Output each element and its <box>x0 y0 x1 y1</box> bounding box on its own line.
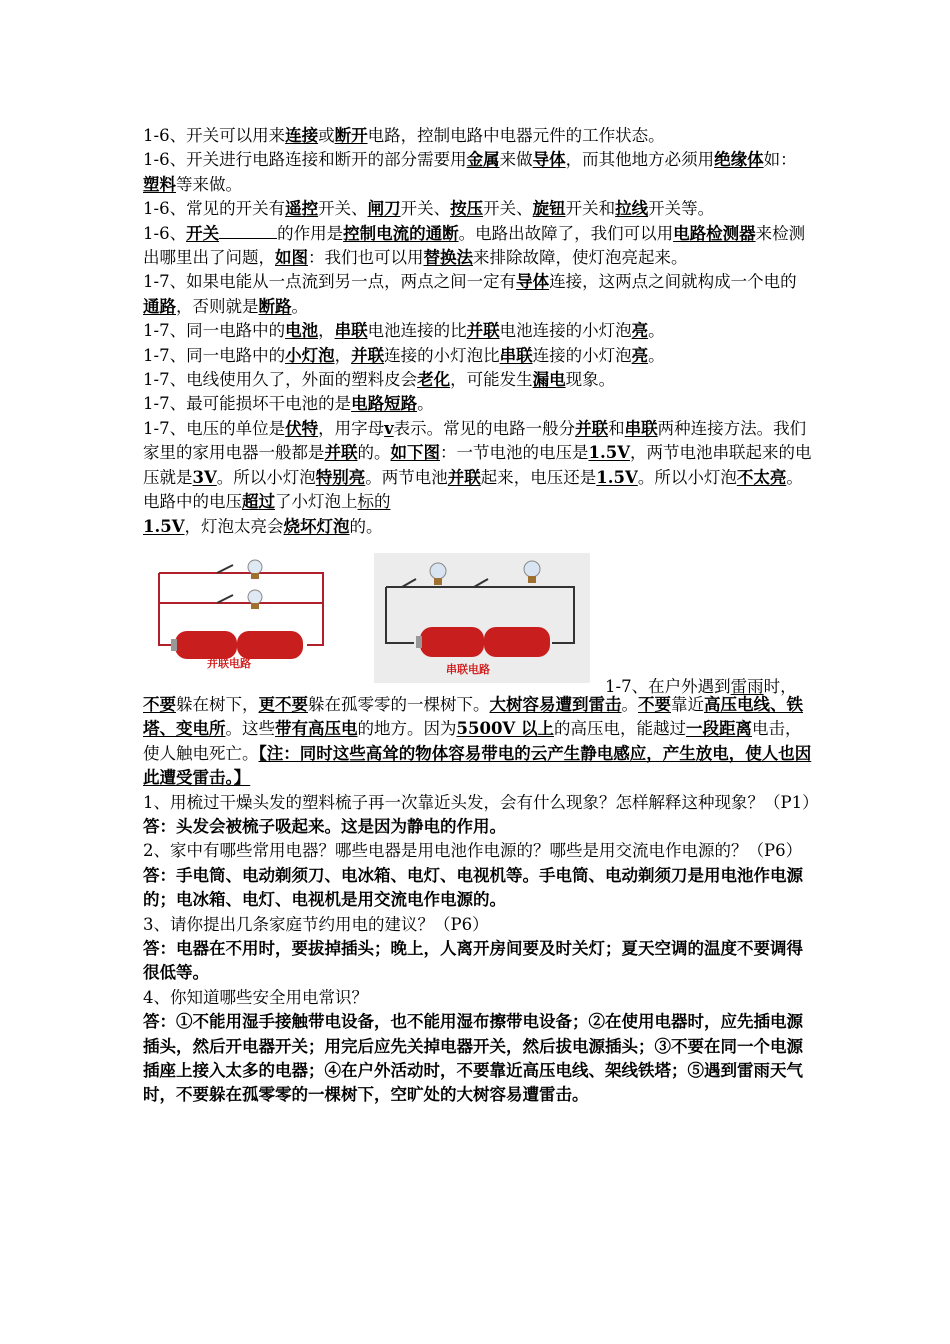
line-1-6d: 1-6、开关 的作用是控制电流的通断。电路出故障了，我们可以用电路检测器来检测出哪里出了问题，如图：我们也可以用替换法来排除故障，使灯泡亮起来。 <box>143 223 806 268</box>
series-circuit-image <box>374 553 590 683</box>
series-circuit-label: 串联电路 <box>446 662 490 676</box>
line-1-7b: 1-7、同一电路中的电池，串联电池连接的比并联电池连接的小灯泡亮。 <box>143 321 665 341</box>
line-1-6c: 1-6、常见的开关有遥控开关、闸刀开关、按压开关、旋钮开关和拉线开关等。 <box>143 199 715 219</box>
parallel-circuit-image <box>147 553 335 671</box>
question-1: 1、用梳过干燥头发的塑料梳子再一次靠近头发，会有什么现象？怎样解释这种现象？（P1） <box>143 792 819 812</box>
line-1-7c: 1-7、同一电路中的小灯泡，并联连接的小灯泡比串联连接的小灯泡亮。 <box>143 345 665 365</box>
question-3: 3、请你提出几条家庭节约用电的建议？（P6） <box>143 914 489 934</box>
line-1-6b: 1-6、开关进行电路连接和断开的部分需要用金属来做导体，而其他地方必须用绝缘体如：塑料等来做。 <box>143 150 797 194</box>
answer-4: 答：①不能用湿手接触带电设备，也不能用湿布擦带电设备；②在使用电器时，应先插电源插头，然后开电器开关；用完后应先关掉电器开关，然后拔电源插头；③不要在同一个电源插座上接入太多的电器；④在户外活动时，不要靠近高压电线、架线铁塔；⑤遇到雷雨天气时，不要躲在孤零零的一棵树下，空旷处的大树容易遭雷击。 <box>143 1012 803 1105</box>
question-4: 4、你知道哪些安全用电常识？ <box>143 987 368 1007</box>
line-1-7f: 1-7、电压的单位是伏特，用字母v表示。常见的电路一般分并联和串联两种连接方法。我们家里的家用电器一般都是并联的。如下图：一节电池的电压是1.5V，两节电池串联起来的电压就是3V。所以小灯泡特别亮。两节电池并联起来，电压还是1.5V。所以小灯泡不太亮。电路中的电压超过了小灯泡上标的 1.5V，灯泡太亮会烧坏灯泡的。 <box>143 418 812 536</box>
answer-1: 答：头发会被梳子吸起来。这是因为静电的作用。 <box>143 816 506 836</box>
line-1-7g: 不要躲在树下，更不要躲在孤零零的一棵树下。大树容易遭到雷击。不要靠近高压电线、铁塔、变电所。这些带有高压电的地方。因为5500V 以上的高压电，能越过一段距离电击，使人触电死亡。【注：同时这些高耸的物体容易带电的云产生静电感应，产生放电，使人也因此遭受雷击。】 <box>143 694 812 788</box>
blank-underline <box>219 224 277 239</box>
line-1-6a: 1-6、开关可以用来连接或断开电路，控制电路中电器元件的工作状态。 <box>143 126 665 145</box>
line-1-7g-start: 1-7、在户外遇到雷雨时， <box>605 676 797 696</box>
question-2: 2、家中有哪些常用电器？哪些电器是用电池作电源的？哪些是用交流电作电源的？（P6） <box>143 841 803 861</box>
parallel-circuit-label: 并联电路 <box>207 656 251 670</box>
document-page <box>143 124 819 1108</box>
line-1-7e: 1-7、最可能损坏干电池的是电路短路。 <box>143 394 434 414</box>
line-1-7d: 1-7、电线使用久了，外面的塑料皮会老化，可能发生漏电现象。 <box>143 370 616 390</box>
line-1-7a: 1-7、如果电能从一点流到另一点，两点之间一定有导体连接，这两点之间就构成一个电的通路，否则就是断路。 <box>143 272 797 316</box>
circuit-figures <box>143 553 813 696</box>
answer-3: 答：电器在不用时，要拔掉插头；晚上，人离开房间要及时关灯；夏天空调的温度不要调得很低等。 <box>143 938 803 983</box>
answer-2: 答：手电筒、电动剃须刀、电冰箱、电灯、电视机等。手电筒、电动剃须刀是用电池作电源的；电冰箱、电灯、电视机是用交流电作电源的。 <box>143 865 803 910</box>
